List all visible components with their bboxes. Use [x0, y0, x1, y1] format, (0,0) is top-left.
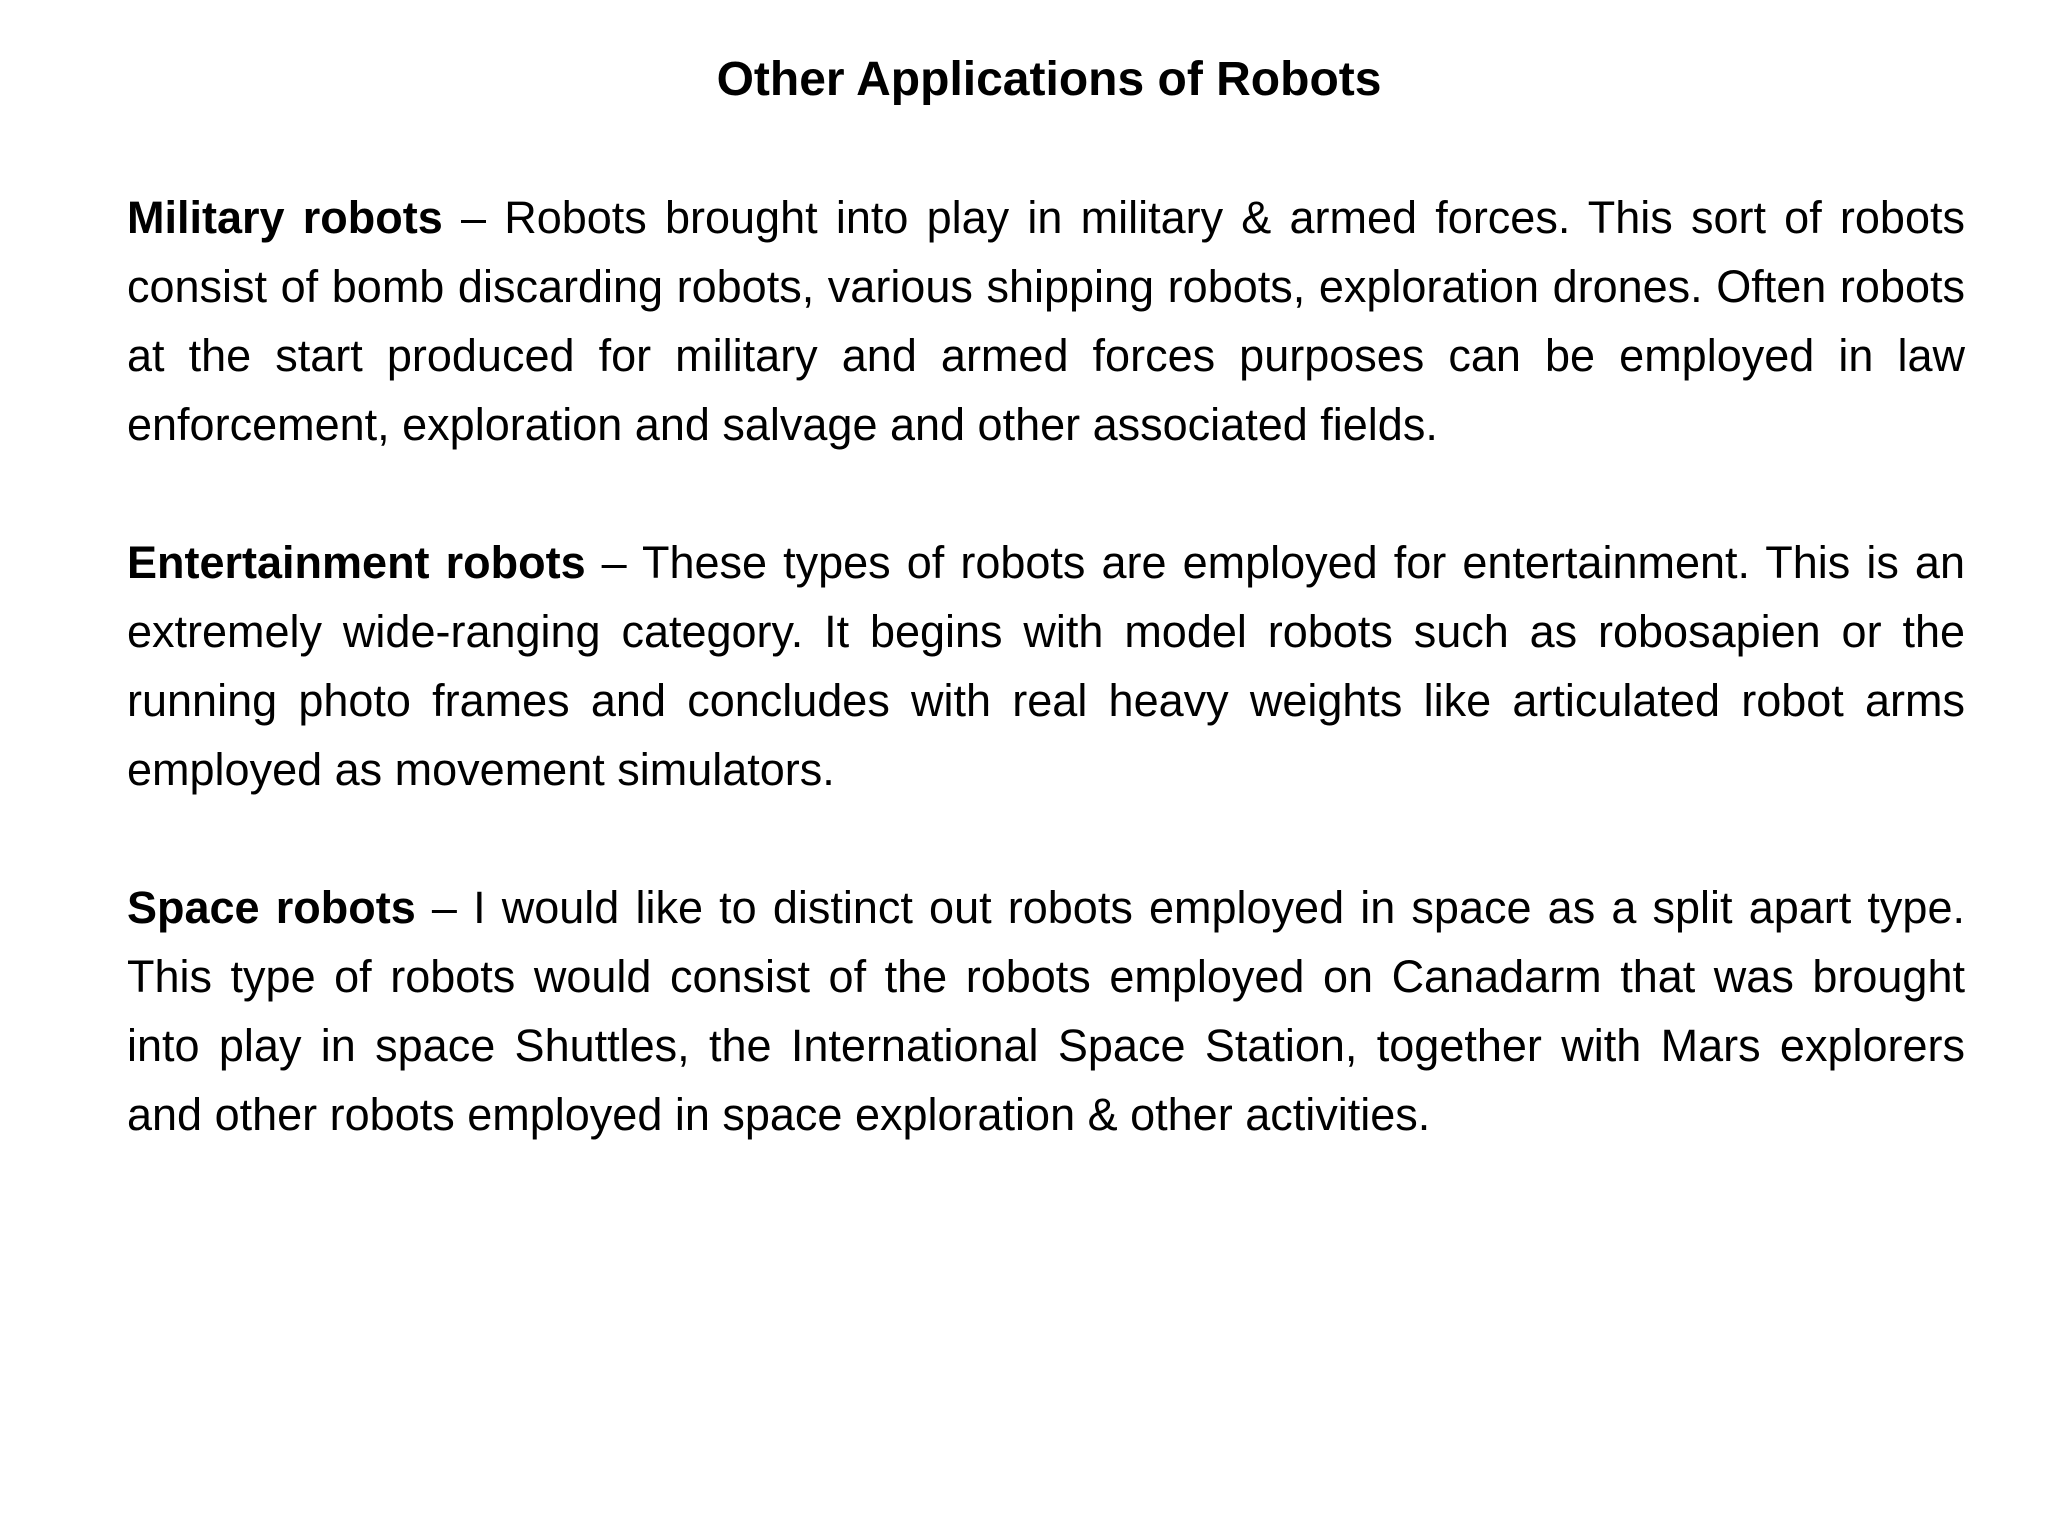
section-space	[127, 873, 1965, 1149]
slide-title: Other Applications of Robots	[716, 53, 1382, 106]
section-military	[127, 183, 1965, 459]
section-term: Military robots	[127, 192, 443, 243]
section-text: – Robots brought into play in military & armed forces. This sort of robots consist of bomb discarding robots, various shipping robots, exploration drones. Often robots at the start produced for military and armed forces purposes can be employed in law enforcement, exploration and salvage and other associated fields.	[127, 192, 1965, 450]
section-text: – These types of robots are employed for entertainment. This is an extremely wide-ranging category. It begins with model robots such as robosapien or the running photo frames and concludes with real heavy weights like articulated robot arms employed as movement simulators.	[127, 537, 1965, 795]
section-term: Space robots	[127, 882, 416, 933]
slide-content	[127, 183, 1965, 1218]
section-term: Entertainment robots	[127, 537, 586, 588]
section-text: – I would like to distinct out robots employed in space as a split apart type. This type of robots would consist of the robots employed on Canadarm that was brought into play in space Shuttles, the International Space Station, together with Mars explorers and other robots employed in space exploration & other activities.	[127, 882, 1965, 1140]
section-entertainment	[127, 528, 1965, 804]
